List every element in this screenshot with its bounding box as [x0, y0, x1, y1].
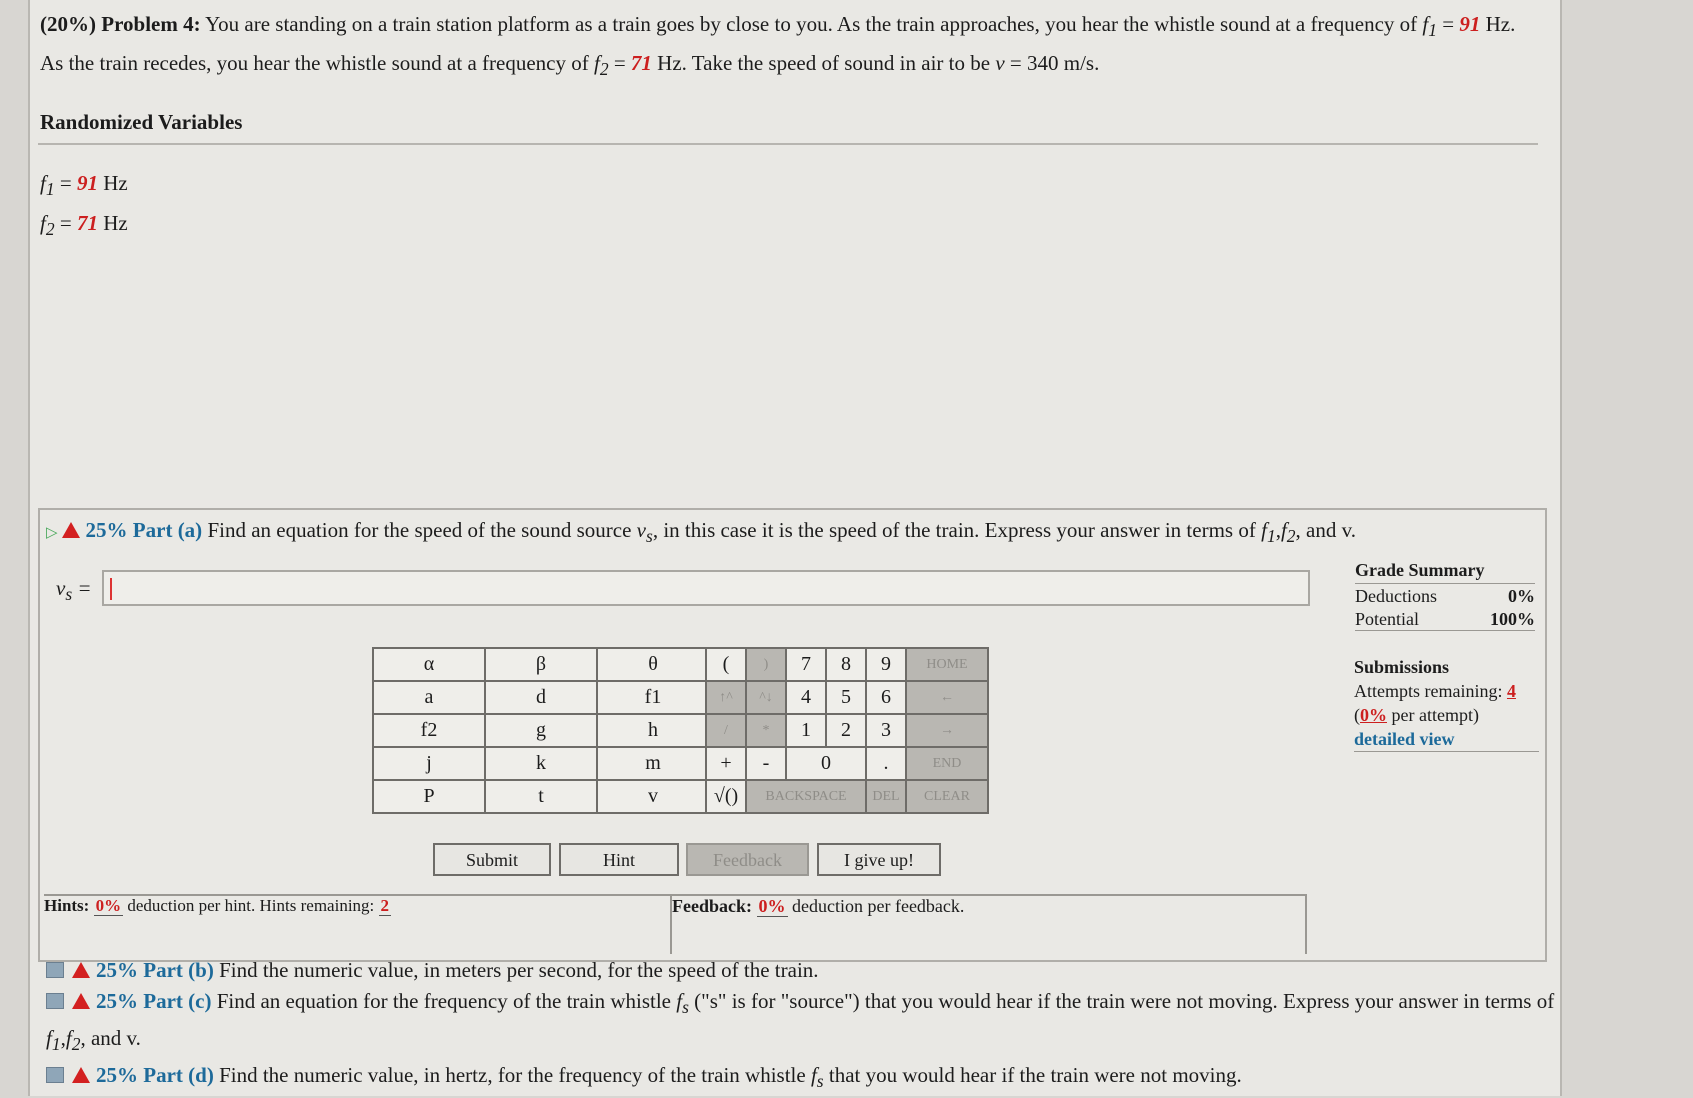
key-plus[interactable]: +: [706, 747, 746, 780]
key-a[interactable]: a: [373, 681, 485, 714]
f1-value: 91: [1459, 12, 1481, 36]
key-v[interactable]: v: [597, 780, 709, 813]
problem-text-2: . As the train recedes, you hear the whistle sound at a frequency of: [40, 12, 1516, 76]
key-9[interactable]: 9: [866, 648, 906, 681]
key-1[interactable]: 1: [786, 714, 826, 747]
key-g[interactable]: g: [485, 714, 597, 747]
key-t[interactable]: t: [485, 780, 597, 813]
answer-input[interactable]: [102, 570, 1310, 606]
submissions: [1354, 655, 1539, 752]
warning-icon: [72, 993, 90, 1009]
key-backspace[interactable]: BACKSPACE: [746, 780, 866, 813]
key-m[interactable]: m: [597, 747, 709, 780]
f1-symbol: $f_1$: [1422, 12, 1437, 41]
detailed-view-link[interactable]: detailed view: [1354, 727, 1539, 752]
answer-label: $v_s$ =: [56, 576, 92, 605]
key-sqrt[interactable]: √(): [706, 780, 746, 813]
f2-symbol: $f_2$: [593, 51, 609, 80]
key-f2[interactable]: f2: [373, 714, 485, 747]
key-home[interactable]: HOME: [906, 648, 988, 681]
part-a-panel: [38, 508, 1547, 962]
key-5[interactable]: 5: [826, 681, 866, 714]
submissions-title: Submissions: [1354, 657, 1450, 677]
key-0[interactable]: 0: [786, 747, 866, 780]
feedback-info: Feedback: 0% deduction per feedback.: [670, 894, 1307, 954]
part-c-row[interactable]: 25% Part (c) Find an equation for the frequency of the train whistle $f_s$ ("s" is for "source") that you would hear if the train were not moving. Express your answer in terms of $f_1,f_2$, and v.: [46, 989, 1555, 1055]
key-dot[interactable]: .: [866, 747, 906, 780]
part-a-weight: 25%: [85, 518, 128, 542]
collapsed-icon: [46, 1067, 64, 1083]
submit-button[interactable]: Submit: [433, 843, 551, 876]
warning-icon: [72, 962, 90, 978]
v-symbol: v: [995, 51, 1005, 76]
key-h[interactable]: h: [597, 714, 709, 747]
key-6[interactable]: 6: [866, 681, 906, 714]
rv-f2: $f_2 = 71$ Hz: [40, 211, 128, 240]
part-b-row[interactable]: 25% Part (b) Find the numeric value, in meters per second, for the speed of the train.: [46, 955, 1556, 986]
warning-icon: [62, 522, 80, 538]
vs-symbol: $v_s$: [636, 518, 653, 547]
expand-icon[interactable]: ▷: [46, 525, 58, 541]
grade-summary-title: Grade Summary: [1355, 560, 1535, 584]
problem-weight: (20%): [40, 12, 96, 36]
feedback-button[interactable]: Feedback: [686, 843, 809, 876]
per-attempt: (0% per attempt): [1354, 705, 1479, 725]
key-clear[interactable]: CLEAR: [906, 780, 988, 813]
part-d-row[interactable]: 25% Part (d) Find the numeric value, in hertz, for the frequency of the train whistle $f_s$ that you would hear if the train were not moving.: [46, 1060, 1556, 1097]
equals: =: [1436, 12, 1460, 36]
key-del[interactable]: DEL: [866, 780, 906, 813]
problem-text-1: You are standing on a train station platform as a train goes by close to you. As the train approaches, you hear the whistle sound at a frequency of: [205, 12, 1418, 36]
key-f1[interactable]: f1: [597, 681, 709, 714]
key-multiply[interactable]: *: [746, 714, 786, 747]
unit-hz: Hz: [1480, 12, 1511, 36]
key-k[interactable]: k: [485, 747, 597, 780]
key-right-arrow[interactable]: →: [906, 714, 988, 747]
potential-row: Potential 100%: [1355, 609, 1535, 629]
problem-text-3: . Take the speed of sound in air to be: [681, 51, 996, 76]
problem-statement: (20%) Problem 4: You are standing on a train station platform as a train goes by close to you. As the train approaches, you hear the whistle sound at a frequency of $f_1 = 91$ Hz. As the train recedes, you hear the whistle sound at a frequency of $f_2 = 71$ Hz. Take the speed of sound in air to be v = 340 m/s.: [40, 12, 1516, 80]
key-4[interactable]: 4: [786, 681, 826, 714]
part-a-title: ▷ 25% Part (a) Find an equation for the speed of the sound source $v_s$, in this case it is the speed of the train. Express your answer in terms of $f_1,f_2$, and v.: [46, 518, 1356, 547]
key-j[interactable]: j: [373, 747, 485, 780]
collapsed-icon: [46, 993, 64, 1009]
attempts-remaining: Attempts remaining: 4: [1354, 681, 1516, 701]
key-theta[interactable]: θ: [597, 648, 709, 681]
randomized-variables-title: Randomized Variables: [40, 110, 243, 134]
give-up-button[interactable]: I give up!: [817, 843, 941, 876]
key-d[interactable]: d: [485, 681, 597, 714]
key-minus[interactable]: -: [746, 747, 786, 780]
key-superscript[interactable]: ↑^: [706, 681, 746, 714]
key-7[interactable]: 7: [786, 648, 826, 681]
operator-keypad: [705, 647, 989, 814]
problem-page: [28, 0, 1562, 1096]
key-left-arrow[interactable]: ←: [906, 681, 988, 714]
randomized-values: [40, 166, 128, 246]
key-3[interactable]: 3: [866, 714, 906, 747]
key-rparen[interactable]: ): [746, 648, 786, 681]
variable-keypad: [372, 647, 710, 814]
key-end[interactable]: END: [906, 747, 988, 780]
warning-icon: [72, 1067, 90, 1083]
key-beta[interactable]: β: [485, 648, 597, 681]
key-p[interactable]: P: [373, 780, 485, 813]
problem-title: Problem 4:: [101, 12, 201, 36]
other-parts: [46, 955, 1556, 1098]
deductions-row: Deductions 0%: [1355, 586, 1535, 606]
key-8[interactable]: 8: [826, 648, 866, 681]
v-value: = 340 m/s.: [1004, 51, 1100, 76]
key-alpha[interactable]: α: [373, 648, 485, 681]
rv-f1: $f_1 = 91$ Hz: [40, 171, 128, 200]
key-divide[interactable]: /: [706, 714, 746, 747]
f2-value: 71: [630, 51, 652, 76]
key-2[interactable]: 2: [826, 714, 866, 747]
key-lparen[interactable]: (: [706, 648, 746, 681]
hint-button[interactable]: Hint: [559, 843, 679, 876]
part-a-label: Part (a): [132, 518, 203, 542]
key-subscript[interactable]: ^↓: [746, 681, 786, 714]
collapsed-icon: [46, 962, 64, 978]
grade-summary: [1355, 560, 1535, 631]
divider: [38, 143, 1538, 145]
text-caret: [110, 578, 112, 600]
hints-info: Hints: 0% deduction per hint. Hints remaining: 2: [44, 894, 670, 954]
